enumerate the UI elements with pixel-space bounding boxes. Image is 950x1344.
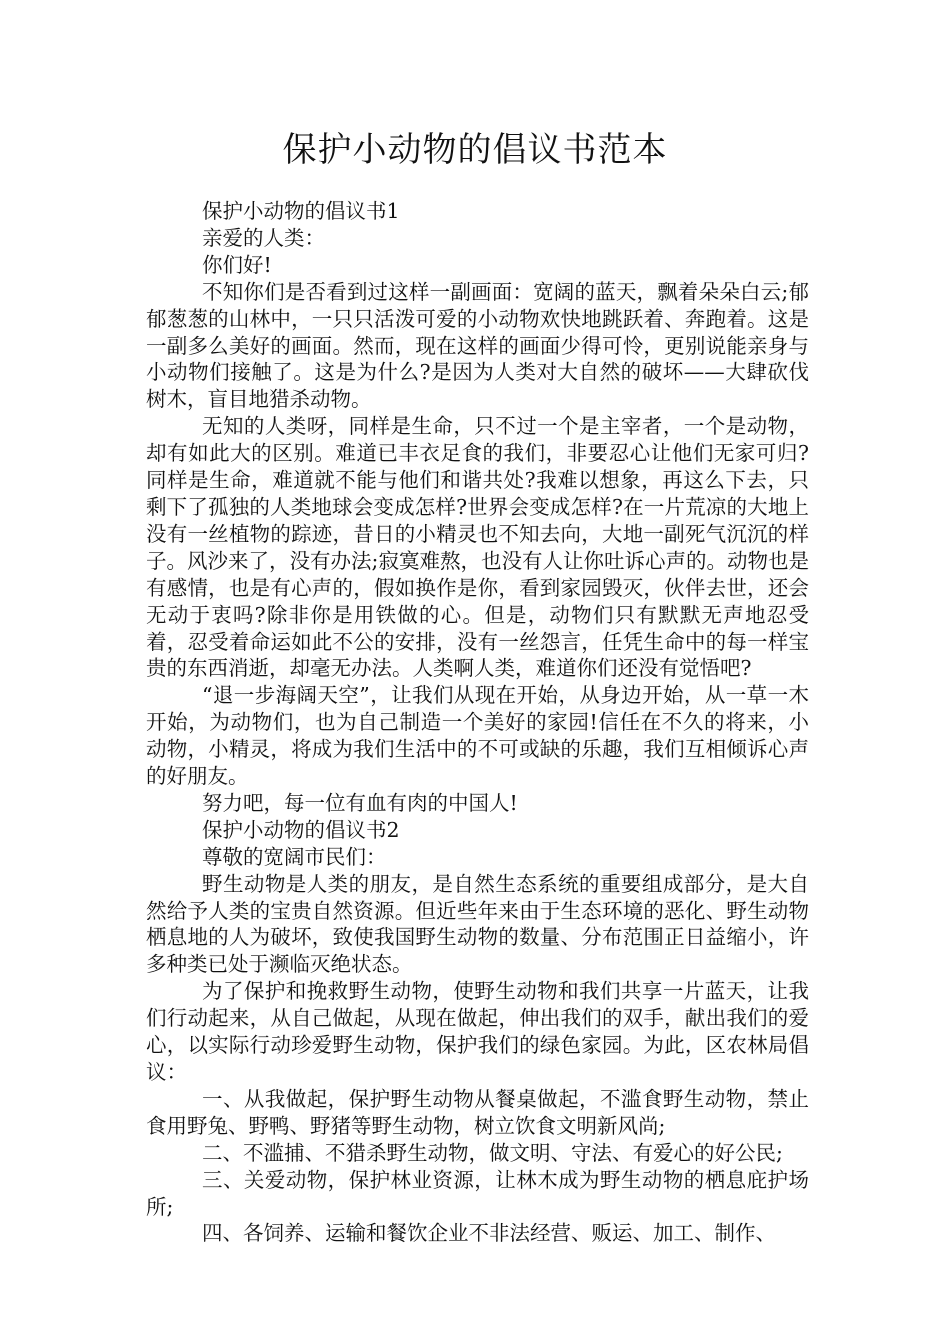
paragraph: 野生动物是人类的朋友，是自然生态系统的重要组成部分，是大自然给予人类的宝贵自然资源。但近些年来由于生态环境的恶化、野生动物栖息地的人为破坏，致使我国野生动物的数量、分布范围正日益缩小，许多种类已处于濒临灭绝状态。 bbox=[146, 871, 809, 977]
paragraph: 保护小动物的倡议书2 bbox=[202, 817, 400, 842]
paragraph: 无知的人类呀，同样是生命，只不过一个是主宰者，一个是动物，却有如此大的区别。难道已丰衣足食的我们，非要忍心让他们无家可归?同样是生命，难道就不能与他们和谐共处?我难以想象，再这么下去，只剩下了孤独的人类地球会变成怎样?世界会变成怎样?在一片荒凉的大地上没有一丝植物的踪迹，昔日的小精灵也不知去向，大地一副死气沉沉的样子。风沙来了，没有办法;寂寞难熬，也没有人让你吐诉心声的。动物也是有感情，也是有心声的，假如换作是你，看到家园毁灭，伙伴去世，还会无动于衷吗?除非你是用铁做的心。但是，动物们只有默默无声地忍受着，忍受着命运如此不公的安排，没有一丝怨言，任凭生命中的每一样宝贵的东西消逝，却毫无办法。人类啊人类，难道你们还没有觉悟吧? bbox=[146, 414, 809, 681]
document-title: 保护小动物的倡议书范本 bbox=[282, 130, 668, 170]
paragraph: 尊敬的宽阔市民们： bbox=[202, 844, 387, 869]
paragraph: 努力吧，每一位有血有肉的中国人! bbox=[202, 790, 518, 815]
paragraph: 为了保护和挽救野生动物，使野生动物和我们共享一片蓝天，让我们行动起来，从自己做起，从现在做起，伸出我们的双手，献出我们的爱心，以实际行动珍爱野生动物，保护我们的绿色家园。为此，区农林局倡议： bbox=[146, 979, 809, 1084]
paragraph: 亲爱的人类： bbox=[202, 225, 325, 250]
paragraph: 四、各饲养、运输和餐饮企业不非法经营、贩运、加工、制作、 bbox=[202, 1221, 776, 1246]
paragraph: 不知你们是否看到过这样一副画面：宽阔的蓝天，飘着朵朵白云;郁郁葱葱的山林中，一只只活泼可爱的小动物欢快地跳跃着、奔跑着。这是一副多么美好的画面。然而，现在这样的画面少得可怜，更别说能亲身与小动物们接触了。这是为什么?是因为人类对大自然的破坏——大肆砍伐树木，盲目地猎杀动物。 bbox=[146, 279, 809, 412]
paragraph: 二、不滥捕、不猎杀野生动物，做文明、守法、有爱心的好公民; bbox=[202, 1140, 783, 1165]
paragraph: 三、关爱动物，保护林业资源，让林木成为野生动物的栖息庇护场所; bbox=[146, 1167, 809, 1219]
document-body bbox=[146, 198, 809, 1247]
paragraph: “退一步海阔天空”，让我们从现在开始，从身边开始，从一草一木开始，为动物们，也为自己制造一个美好的家园!信任在不久的将来，小动物，小精灵，将成为我们生活中的不可或缺的乐趣，我们互相倾诉心声的好朋友。 bbox=[146, 683, 809, 789]
paragraph: 一、从我做起，保护野生动物从餐桌做起，不滥食野生动物，禁止食用野兔、野鸭、野猪等野生动物，树立饮食文明新风尚; bbox=[146, 1086, 809, 1138]
paragraph: 保护小动物的倡议书1 bbox=[202, 199, 400, 223]
paragraph: 你们好! bbox=[202, 252, 272, 277]
